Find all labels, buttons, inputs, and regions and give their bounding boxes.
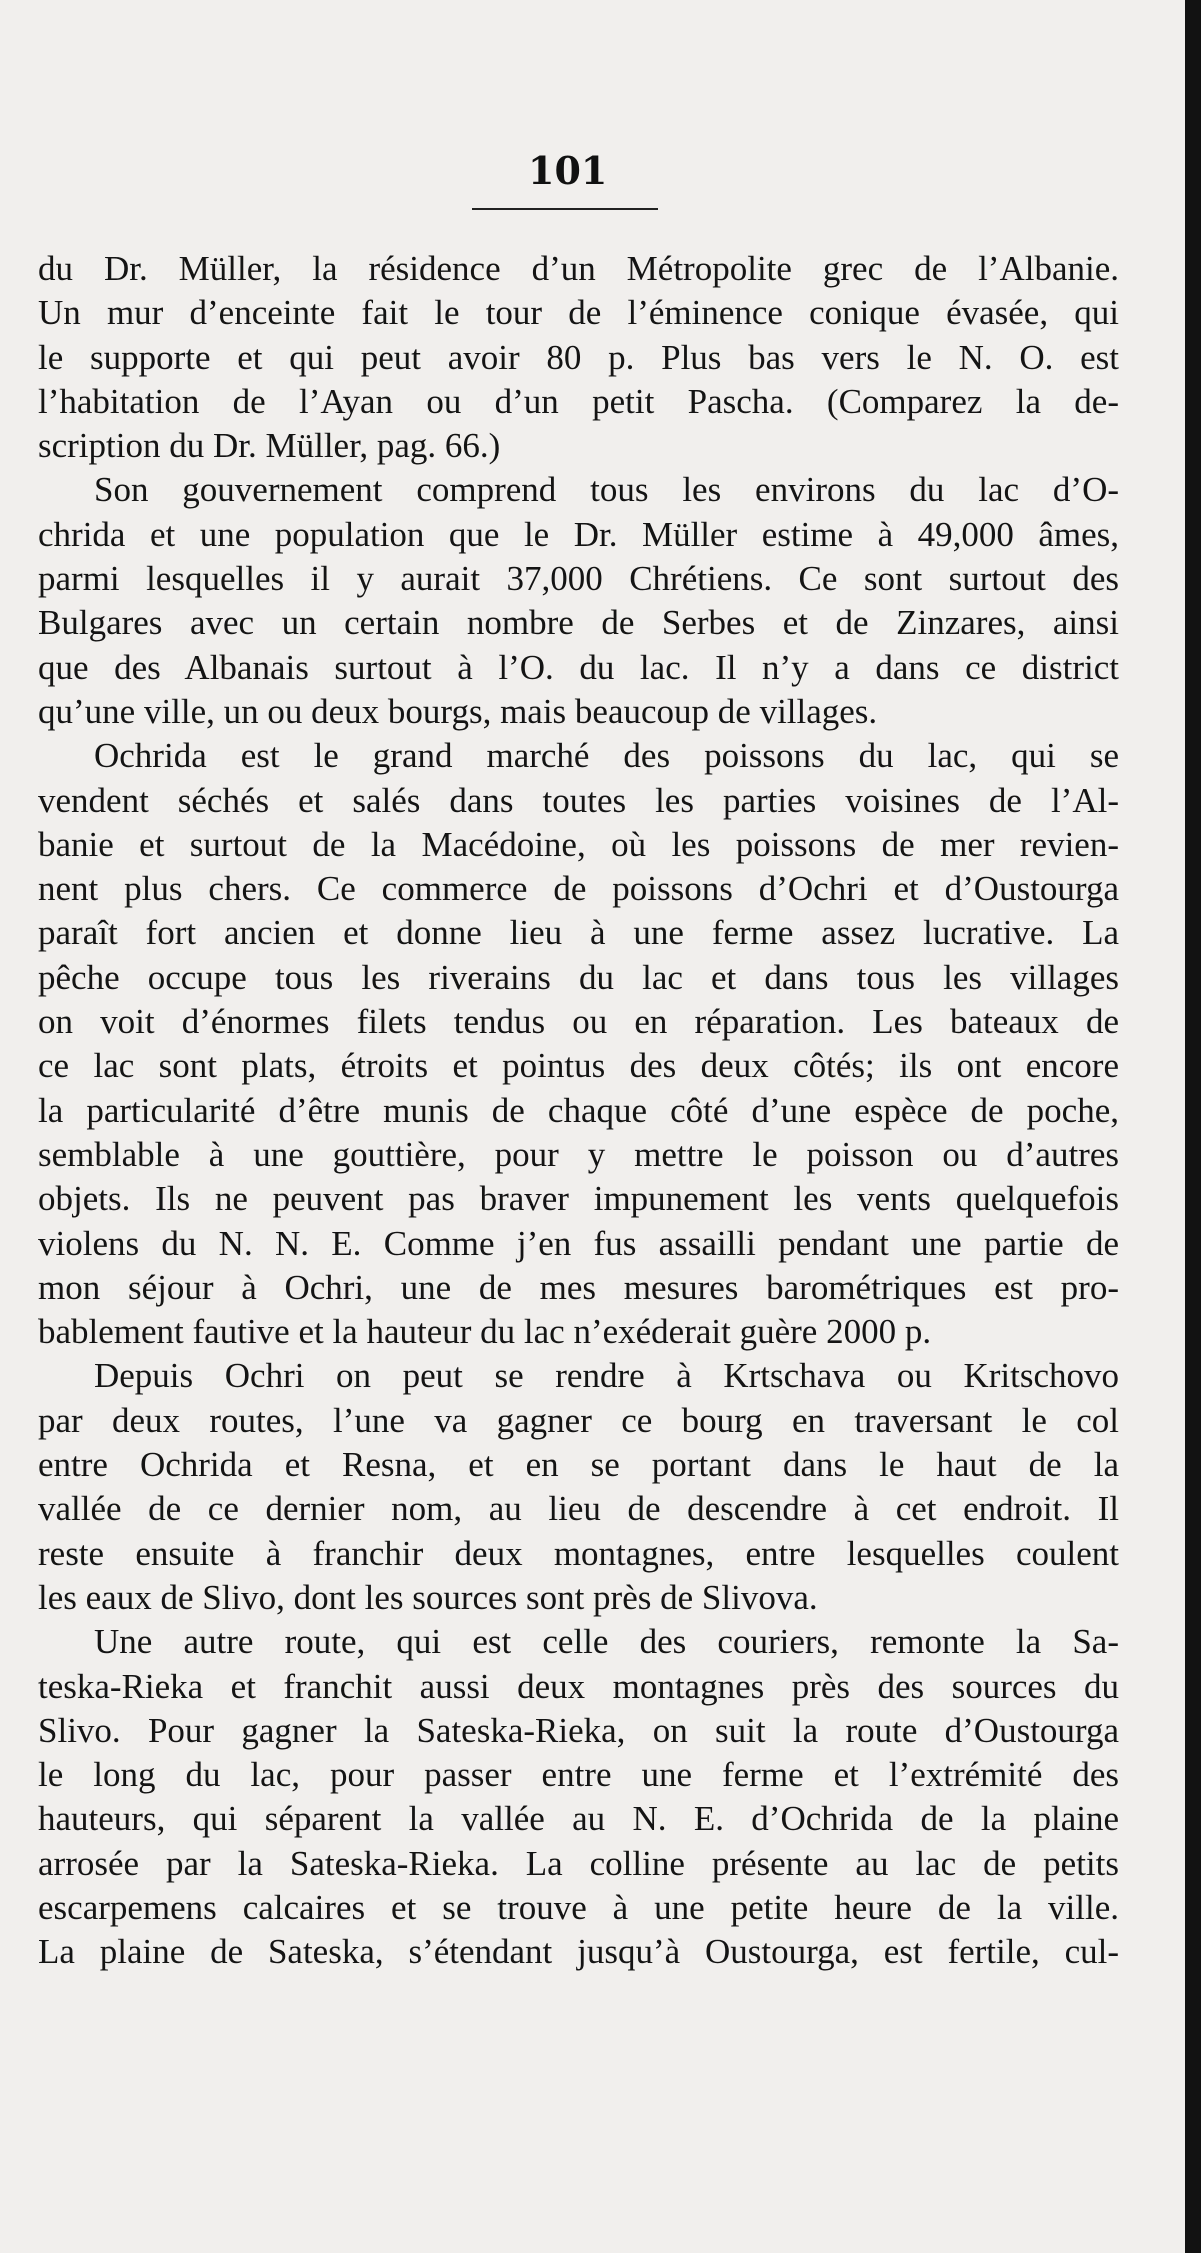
header-rule — [472, 208, 658, 210]
text-line: mon séjour à Ochri, une de mes mesures barométriques est pro- — [38, 1267, 1119, 1307]
text-line: pêche occupe tous les riverains du lac et dans tous les villages — [38, 957, 1119, 997]
text-line: hauteurs, qui séparent la vallée au N. E. d’Ochrida de la plaine — [38, 1799, 1119, 1839]
text-line: Ochrida est le grand marché des poissons du lac, qui se — [94, 736, 1119, 776]
text-line: objets. Ils ne peuvent pas braver impunement les vents quelquefois — [38, 1179, 1119, 1219]
text-line: violens du N. N. E. Comme j’en fus assailli pendant une partie de — [38, 1223, 1119, 1263]
text-line: Son gouvernement comprend tous les environs du lac d’O- — [94, 470, 1119, 510]
body-text — [38, 247, 1119, 1975]
text-line: Depuis Ochri on peut se rendre à Krtschava ou Kritschovo — [94, 1356, 1119, 1396]
text-line: par deux routes, l’une va gagner ce bourg en traversant le col — [38, 1400, 1119, 1440]
text-line: Bulgares avec un certain nombre de Serbes et de Zinzares, ainsi — [38, 603, 1119, 643]
text-line: parmi lesquelles il y aurait 37,000 Chrétiens. Ce sont surtout des — [38, 559, 1119, 599]
text-line: semblable à une gouttière, pour y mettre le poisson ou d’autres — [38, 1134, 1119, 1174]
text-line: Une autre route, qui est celle des couriers, remonte la Sa- — [94, 1622, 1119, 1662]
text-line: la particularité d’être munis de chaque côté d’une espèce de poche, — [38, 1090, 1119, 1130]
text-line: ce lac sont plats, étroits et pointus des deux côtés; ils ont encore — [38, 1046, 1119, 1086]
text-line: nent plus chers. Ce commerce de poissons d’Ochri et d’Oustourga — [38, 869, 1119, 909]
text-line: le long du lac, pour passer entre une ferme et l’extrémité des — [38, 1755, 1119, 1795]
text-line: Un mur d’enceinte fait le tour de l’éminence conique évasée, qui — [38, 293, 1119, 333]
text-line: teska-Rieka et franchit aussi deux montagnes près des sources du — [38, 1666, 1119, 1706]
text-line: chrida et une population que le Dr. Müller estime à 49,000 âmes, — [38, 514, 1119, 554]
text-line: que des Albanais surtout à l’O. du lac. Il n’y a dans ce district — [38, 647, 1119, 687]
text-line: Slivo. Pour gagner la Sateska-Rieka, on suit la route d’Oustourga — [38, 1710, 1119, 1750]
text-line: bablement fautive et la hauteur du lac n’exéderait guère 2000 p. — [38, 1312, 932, 1352]
text-line: arrosée par la Sateska-Rieka. La colline présente au lac de petits — [38, 1843, 1119, 1883]
text-line: on voit d’énormes filets tendus ou en réparation. Les bateaux de — [38, 1002, 1119, 1042]
text-line: reste ensuite à franchir deux montagnes, entre lesquelles coulent — [38, 1533, 1119, 1573]
page-number: 101 — [528, 148, 608, 193]
text-line: le supporte et qui peut avoir 80 p. Plus bas vers le N. O. est — [38, 337, 1119, 377]
text-line: du Dr. Müller, la résidence d’un Métropolite grec de l’Albanie. — [38, 249, 1119, 288]
text-line: entre Ochrida et Resna, et en se portant dans le haut de la — [38, 1445, 1119, 1485]
text-line: scription du Dr. Müller, pag. 66.) — [38, 426, 501, 466]
text-line: escarpemens calcaires et se trouve à une petite heure de la ville. — [38, 1887, 1119, 1927]
text-line: vendent séchés et salés dans toutes les parties voisines de l’Al- — [38, 780, 1119, 820]
text-line: banie et surtout de la Macédoine, où les poissons de mer revien- — [38, 824, 1119, 864]
text-line: l’habitation de l’Ayan ou d’un petit Pascha. (Comparez la de- — [38, 381, 1119, 421]
text-line: qu’une ville, un ou deux bourgs, mais beaucoup de villages. — [38, 691, 878, 731]
text-line: La plaine de Sateska, s’étendant jusqu’à Oustourga, est fertile, cul- — [38, 1932, 1119, 1972]
text-line: paraît fort ancien et donne lieu à une ferme assez lucrative. La — [38, 913, 1119, 953]
text-line: les eaux de Slivo, dont les sources sont près de Slivova. — [38, 1577, 818, 1617]
page-edge — [1185, 0, 1201, 2253]
text-line: vallée de ce dernier nom, au lieu de descendre à cet endroit. Il — [38, 1489, 1119, 1529]
